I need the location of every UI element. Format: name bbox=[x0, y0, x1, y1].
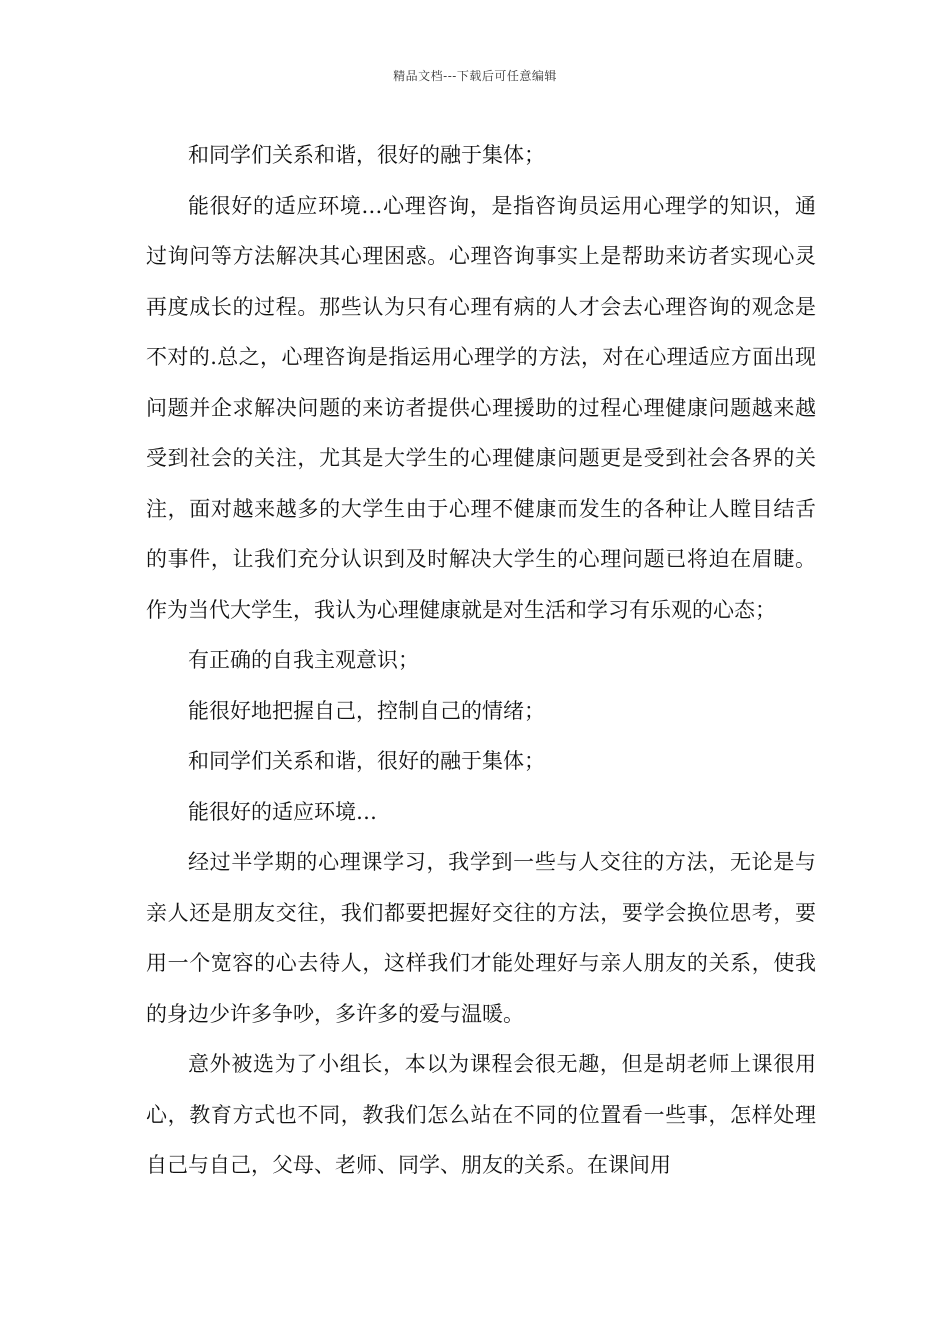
paragraph: 能很好地把握自己，控制自己的情绪； bbox=[188, 698, 545, 723]
paragraph: 意外被选为了小组长，本以为课程会很无趣，但是胡老师上课很用心，教育方式也不同，教我们怎么站在不同的位置看一些事，怎样处理自己与自己，父母、老师、同学、朋友的关系。在课间用 bbox=[146, 1052, 816, 1177]
paragraph: 经过半学期的心理课学习，我学到一些与人交往的方法，无论是与亲人还是朋友交往，我们都要把握好交往的方法，要学会换位思考，要用一个宽容的心去待人，这样我们才能处理好与亲人朋友的关系，使我的身边少许多争吵，多许多的爱与温暖。 bbox=[146, 850, 816, 1026]
paragraph: 能很好的适应环境…心理咨询，是指咨询员运用心理学的知识，通过询问等方法解决其心理困惑。心理咨询事实上是帮助来访者实现心灵再度成长的过程。那些认为只有心理有病的人才会去心理咨询的观念是不对的.总之，心理咨询是指运用心理学的方法，对在心理适应方面出现问题并企求解决问题的来访者提供心理援助的过程心理健康问题越来越受到社会的关注，尤其是大学生的心理健康问题更是受到社会各界的关注，面对越来越多的大学生由于心理不健康而发生的各种让人瞠目结舌的事件，让我们充分认识到及时解决大学生的心理问题已将迫在眉睫。作为当代大学生，我认为心理健康就是对生活和学习有乐观的心态； bbox=[146, 193, 816, 622]
page-header: 精品文档---下载后可任意编辑 bbox=[393, 69, 557, 83]
paragraph: 有正确的自我主观意识； bbox=[188, 648, 419, 672]
paragraph: 能很好的适应环境… bbox=[188, 799, 377, 824]
paragraph: 和同学们关系和谐，很好的融于集体； bbox=[188, 143, 545, 167]
document-body bbox=[146, 130, 816, 1191]
paragraph: 和同学们关系和谐，很好的融于集体； bbox=[188, 749, 545, 773]
